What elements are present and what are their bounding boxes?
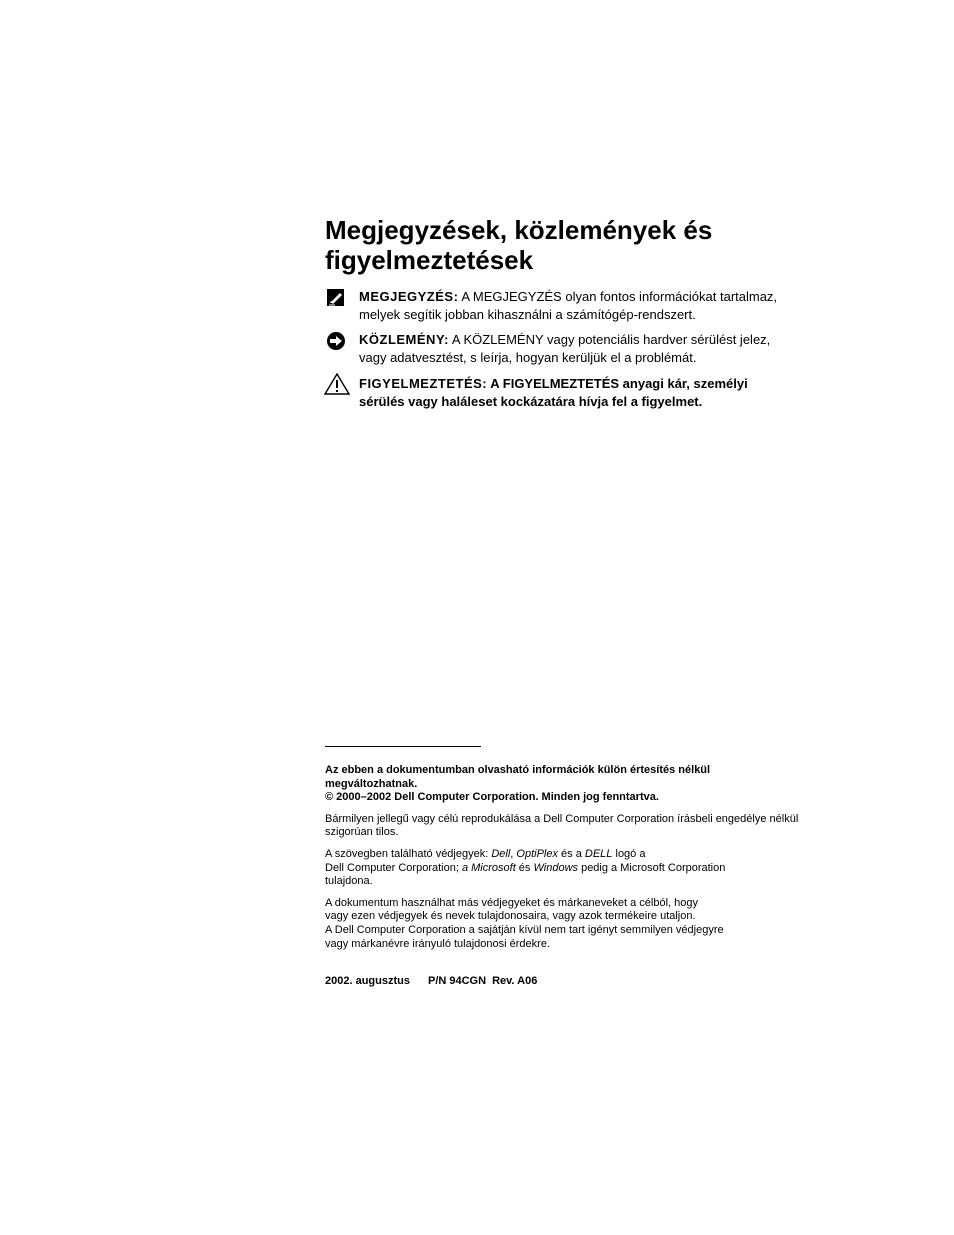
- note-text-2: melyek segítik jobban kihasználni a számítógép-rendszert.: [359, 307, 696, 322]
- tm-and-2: és: [515, 861, 534, 874]
- tm-logo-rest: logó a: [612, 847, 646, 860]
- reproduction-notice: Bármilyen jellegű vagy célú reprodukálása a Dell Computer Corporation írásbeli engedélye nélkül szigorúan tilos.: [325, 812, 799, 839]
- revision: Rev. A06: [492, 975, 538, 987]
- copyright: © 2000–2002 Dell Computer Corporation. Minden jog fenntartva.: [325, 791, 659, 804]
- note-text: A MEGJEGYZÉS olyan fontos információkat tartalmaz,: [458, 289, 778, 304]
- separator-rule: [325, 746, 481, 747]
- other-trademarks-line-4: vagy márkanévre irányuló tulajdonosi érdekre.: [325, 937, 551, 950]
- page-title-line-2: figyelmeztetések: [325, 245, 534, 275]
- disclaimer-line-1: Az ebben a dokumentumban olvasható információk külön értesítés nélkül: [325, 764, 711, 776]
- tm-optiplex: OptiPlex: [516, 847, 558, 860]
- part-number: P/N 94CGN: [427, 975, 487, 987]
- trademarks-owner: Dell Computer Corporation;: [325, 861, 462, 874]
- legal-notice: [325, 764, 825, 959]
- tm-and: és a: [558, 847, 585, 860]
- caution-label: FIGYELMEZTETÉS:: [359, 376, 488, 391]
- caution-block: [325, 375, 825, 411]
- warning-triangle-icon: [324, 373, 350, 395]
- tm-sep: ,: [510, 847, 517, 860]
- page-title-line-1: Megjegyzések, közlemények és: [325, 215, 713, 245]
- trademarks-intro: A szövegben található védjegyek:: [325, 847, 492, 860]
- tm-owner: tulajdona.: [325, 875, 373, 888]
- other-trademarks-line-1: A dokumentum használhat más védjegyeket és márkaneveket a célból, hogy: [325, 896, 698, 909]
- caution-text: A FIGYELMEZTETÉS anyagi kár, személyi: [487, 376, 748, 391]
- tm-dell-logo: DELL: [584, 847, 613, 860]
- notice-block: [325, 331, 825, 367]
- notice-text: A KÖZLEMÉNY vagy potenciális hardver sérülést jelez,: [448, 332, 771, 347]
- tm-microsoft: a Microsoft: [461, 861, 516, 874]
- tm-rest: pedig a Microsoft Corporation: [578, 861, 726, 874]
- publication-info: [325, 975, 537, 987]
- other-trademarks-line-3: A Dell Computer Corporation a sajátján kívül nem tart igényt semmilyen védjegyre: [325, 923, 724, 936]
- disclaimer: [325, 764, 825, 805]
- other-trademarks-line-2: vagy ezen védjegyek és nevek tulajdonosaira, vagy azok termékeire utaljon.: [325, 910, 696, 923]
- disclaimer-line-2: megváltozhatnak.: [325, 777, 418, 790]
- notice-label: KÖZLEMÉNY:: [359, 332, 449, 347]
- tm-windows: Windows: [533, 861, 579, 874]
- note-pencil-icon: [325, 288, 347, 308]
- tm-dell: Dell: [491, 847, 511, 860]
- trademarks-notice: [325, 848, 825, 889]
- other-trademarks-notice: [325, 897, 825, 951]
- page-title: [325, 215, 925, 275]
- caution-text-2: sérülés vagy haláleset kockázatára hívja fel a figyelmet.: [359, 394, 703, 409]
- notice-text-2: vagy adatvesztést, s leírja, hogyan kerüljük el a problémát.: [359, 350, 697, 365]
- notice-arrow-icon: [325, 331, 347, 351]
- note-label: MEGJEGYZÉS:: [359, 289, 459, 304]
- note-block: [325, 288, 825, 324]
- publication-date: 2002. augusztus: [325, 975, 410, 987]
